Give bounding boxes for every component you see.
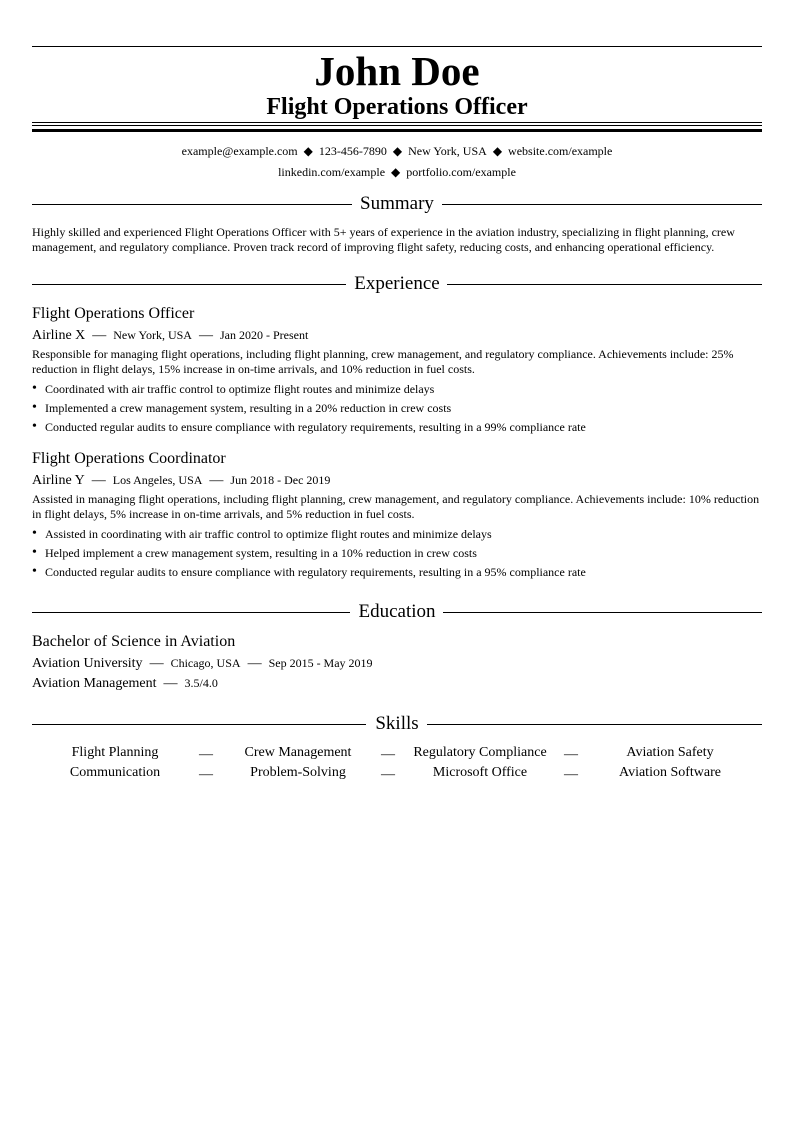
summary-text: Highly skilled and experienced Flight Operations Officer with 5+ years of experience in the aviation industry, specializing in flight planning, crew management, and regulatory compliance. Proven track record of improving flight safety, reducing costs, and enhancing operational efficiency. xyxy=(32,225,735,254)
education-major: Aviation Management xyxy=(32,676,157,691)
bullet-icon: • xyxy=(32,564,37,579)
job-2-meta xyxy=(32,471,330,490)
education-gpa: 3.5/4.0 xyxy=(184,676,218,690)
dash: — xyxy=(92,328,107,343)
separator-icon: ◆ xyxy=(303,144,313,158)
candidate-title: Flight Operations Officer xyxy=(266,94,528,120)
job-2-location: Los Angeles, USA xyxy=(112,473,203,487)
education-location: Chicago, USA xyxy=(170,656,241,670)
candidate-name: John Doe xyxy=(314,48,480,94)
contact-line-2 xyxy=(32,164,762,180)
skill-divider: — xyxy=(199,767,213,782)
top-rule xyxy=(32,46,762,47)
bullet-icon: • xyxy=(32,400,37,415)
section-title: Skills xyxy=(375,713,419,734)
education-degree: Bachelor of Science in Aviation xyxy=(32,633,236,650)
skill-item: Communication xyxy=(69,765,161,780)
experience-heading xyxy=(32,273,762,295)
dash: — xyxy=(198,328,213,343)
job-2-dates: Jun 2018 - Dec 2019 xyxy=(230,473,331,487)
education-meta xyxy=(32,654,373,673)
contact-line-1 xyxy=(32,143,762,159)
contact-linkedin[interactable]: linkedin.com/example xyxy=(278,165,386,179)
header-divider xyxy=(32,122,762,133)
bullet-icon: • xyxy=(32,381,37,396)
bullet-icon: • xyxy=(32,419,37,434)
skill-item: Aviation Software xyxy=(619,765,721,780)
skill-item: Aviation Safety xyxy=(626,745,714,760)
dash: — xyxy=(163,676,178,691)
job-1-description: Responsible for managing flight operations, including flight planning, crew management, and regulatory compliance. Achievements include: 25% reduction in flight delays, 15% increase in on-time arrivals, and 10% reduction in fuel costs. xyxy=(32,347,734,376)
skill-divider: — xyxy=(381,767,395,782)
skill-item: Flight Planning xyxy=(71,745,159,760)
contact-email[interactable]: example@example.com xyxy=(181,144,298,158)
skill-item: Crew Management xyxy=(244,745,352,760)
dash: — xyxy=(209,473,224,488)
dash: — xyxy=(247,656,262,671)
skill-item: Regulatory Compliance xyxy=(413,745,547,760)
contact-location: New York, USA xyxy=(408,144,487,158)
skills-heading xyxy=(32,713,762,735)
dash: — xyxy=(149,656,164,671)
skill-divider: — xyxy=(564,747,578,762)
section-title: Education xyxy=(358,601,436,622)
job-1-meta xyxy=(32,326,308,345)
separator-icon: ◆ xyxy=(392,144,403,158)
section-title: Experience xyxy=(354,273,440,294)
contact-portfolio[interactable]: portfolio.com/example xyxy=(406,165,516,179)
skill-divider: — xyxy=(199,747,213,762)
education-school: Aviation University xyxy=(32,656,143,671)
contact-phone: 123-456-7890 xyxy=(318,144,387,158)
job-2-role: Flight Operations Coordinator xyxy=(32,450,226,467)
job-1-role: Flight Operations Officer xyxy=(32,305,195,322)
education-major-line xyxy=(32,674,218,693)
skill-item: Problem-Solving xyxy=(250,765,346,780)
job-1-company: Airline X xyxy=(32,328,86,343)
bullet-icon: • xyxy=(32,526,37,541)
skill-item: Microsoft Office xyxy=(432,765,528,780)
skill-divider: — xyxy=(381,747,395,762)
separator-icon: ◆ xyxy=(391,165,401,179)
education-dates: Sep 2015 - May 2019 xyxy=(268,656,373,670)
job-2-company: Airline Y xyxy=(32,473,85,488)
job-1-dates: Jan 2020 - Present xyxy=(219,328,309,342)
education-heading xyxy=(32,601,762,623)
contact-website[interactable]: website.com/example xyxy=(508,144,613,158)
summary-heading xyxy=(32,193,762,215)
separator-icon: ◆ xyxy=(492,144,503,158)
job-1-location: New York, USA xyxy=(113,328,192,342)
skill-divider: — xyxy=(564,767,578,782)
bullet-icon: • xyxy=(32,545,37,560)
dash: — xyxy=(91,473,106,488)
job-2-description: Assisted in managing flight operations, including flight planning, crew management, and regulatory compliance. Achievements include: 10% reduction in flight delays, 5% increase in on-time arrivals, and 5% reduction in fuel costs. xyxy=(32,492,760,521)
section-title: Summary xyxy=(360,193,434,214)
